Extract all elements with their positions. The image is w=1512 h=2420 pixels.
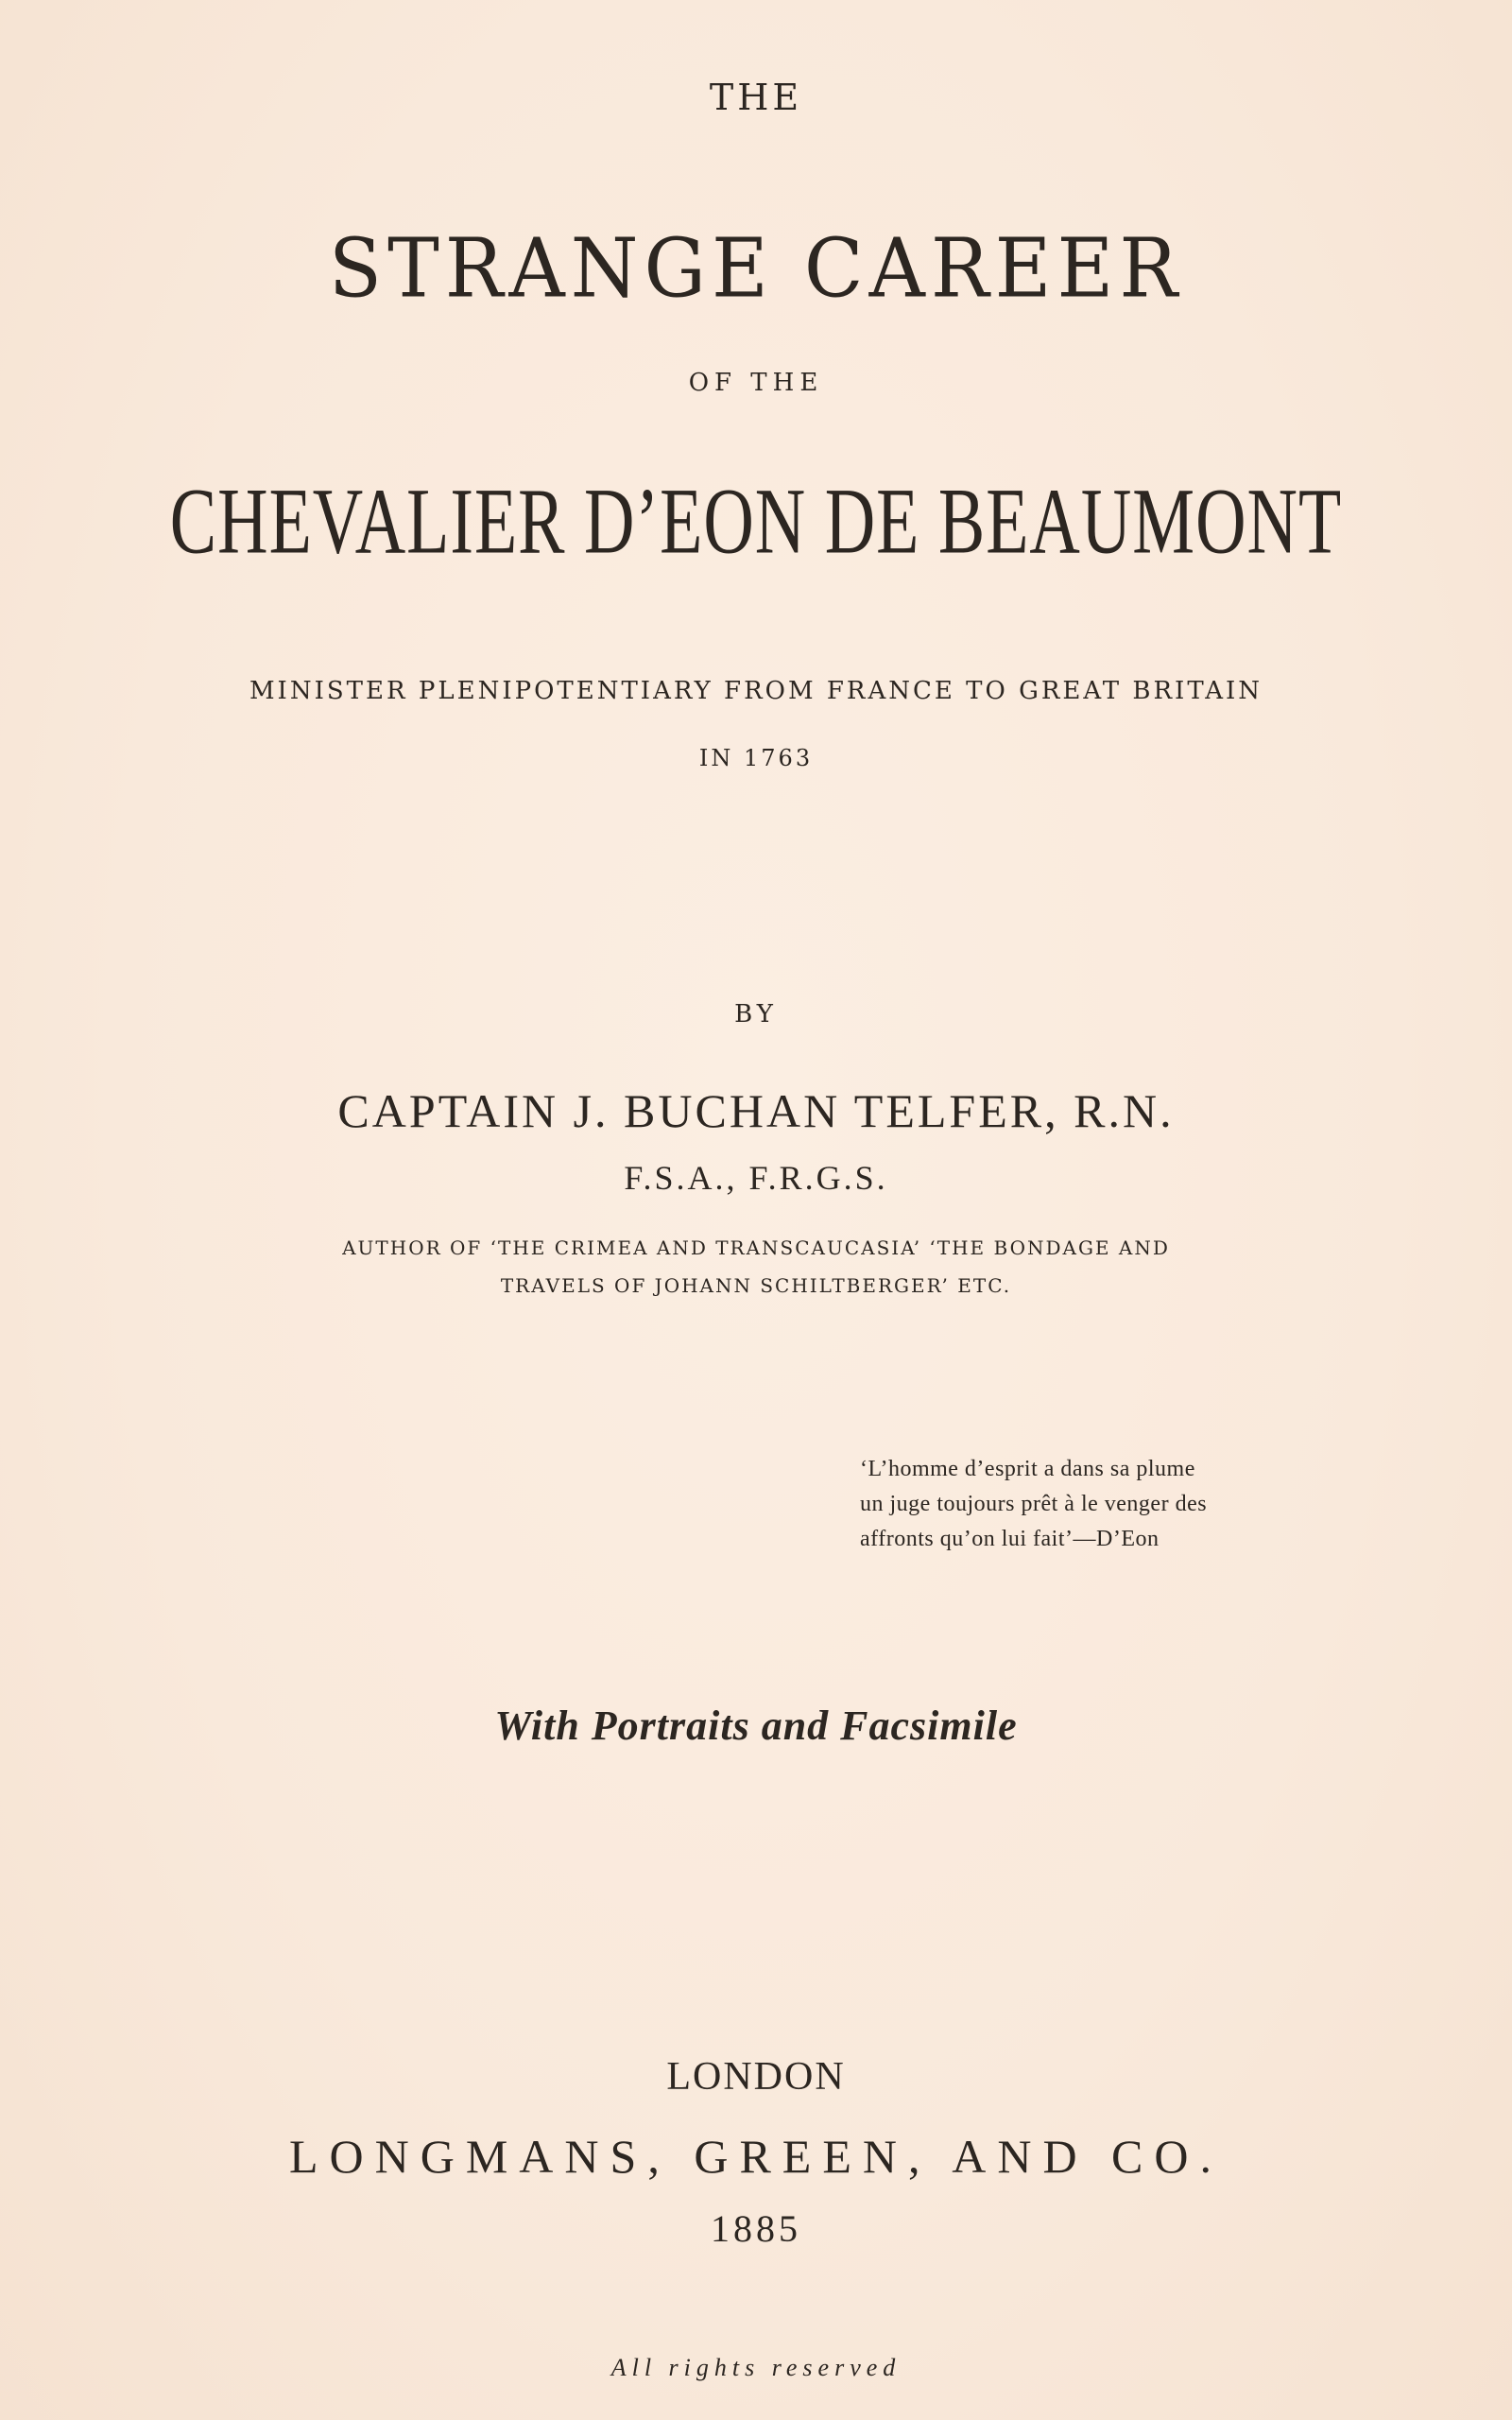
imprint-publisher: LONGMANS, GREEN, AND CO.	[288, 2130, 1224, 2183]
imprint-year: 1885	[711, 2207, 801, 2250]
imprint-city: LONDON	[666, 2055, 846, 2099]
epigraph-line-2: un juge toujours prêt à le venger des	[860, 1492, 1208, 1516]
book-title-subject: CHEVALIER D’EON DE BEAUMONT	[169, 469, 1343, 575]
rights-notice: All rights reserved	[610, 2354, 902, 2381]
author-works-line-2: TRAVELS OF JOHANN SCHILTBERGER’ ETC.	[500, 1274, 1012, 1297]
title-article: THE	[709, 77, 803, 118]
subtitle-minister: MINISTER PLENIPOTENTIARY FROM FRANCE TO GREAT BRITAIN	[249, 677, 1263, 705]
illustrations-note: With Portraits and Facsimile	[494, 1703, 1018, 1749]
epigraph	[860, 1452, 1389, 1557]
title-connector: OF THE	[688, 369, 824, 397]
author-degrees: F.S.A., F.R.G.S.	[624, 1159, 888, 1197]
subtitle-year: IN 1763	[698, 745, 814, 771]
by-label: BY	[734, 1000, 778, 1028]
epigraph-line-3: affronts qu’on lui fait’—D’Eon	[860, 1527, 1160, 1551]
epigraph-line-1: ‘L’homme d’esprit a dans sa plume	[860, 1457, 1195, 1481]
book-title-main: STRANGE CAREER	[328, 221, 1184, 317]
author-works-line-1: AUTHOR OF ‘THE CRIMEA AND TRANSCAUCASIA’ ‘THE BONDAGE AND	[342, 1236, 1170, 1259]
author-name: CAPTAIN J. BUCHAN TELFER, R.N.	[337, 1084, 1175, 1137]
